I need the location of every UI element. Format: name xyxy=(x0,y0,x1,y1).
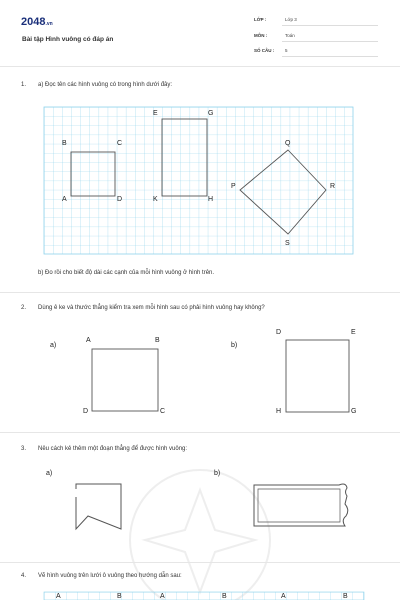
meta-value-grade: Lớp 3 xyxy=(285,17,297,22)
q2-label-g: G xyxy=(351,408,357,415)
q2-number: 2. xyxy=(21,305,27,311)
q3-number: 3. xyxy=(21,446,27,452)
q3-shape-a xyxy=(76,484,121,529)
q1-subtext: b) Đo rồi cho biết độ dài các cạnh của mỗi hình vuông ở hình trên. xyxy=(38,270,215,276)
q1-label-p: P xyxy=(231,183,236,190)
q1-label-b: B xyxy=(62,140,67,147)
q1-label-e: E xyxy=(153,110,158,117)
q1-grid xyxy=(44,107,353,254)
q4-label: B xyxy=(117,593,122,600)
meta-key-grade: LỚP : xyxy=(254,17,267,22)
q1-number: 1. xyxy=(21,82,27,88)
q3-shape-b-inner xyxy=(258,489,340,522)
q4-label: B xyxy=(222,593,227,600)
q1-label-a: A xyxy=(62,196,67,203)
q2-label-e: E xyxy=(351,329,356,336)
q3-shape-b xyxy=(254,484,348,526)
page-title: Bài tập Hình vuông có đáp án xyxy=(22,36,114,43)
q2-shape-dehg xyxy=(286,340,349,412)
watermark-star xyxy=(130,470,270,600)
q3-part-b: b) xyxy=(214,470,221,477)
q1-label-c: C xyxy=(117,140,123,147)
q1-label-s: S xyxy=(285,240,290,247)
q2-label-c: C xyxy=(160,408,166,415)
q3-part-a: a) xyxy=(46,470,53,477)
q4-text: Vẽ hình vuông trên lưới ô vuông theo hướng dẫn sau: xyxy=(38,573,182,579)
meta-value-subject: Toán xyxy=(285,33,295,38)
q1-label-d: D xyxy=(117,196,123,203)
section-divider xyxy=(0,292,400,293)
q1-label-r: R xyxy=(330,183,336,190)
q2-label-d: D xyxy=(83,408,89,415)
meta-key-count: SỐ CÂU : xyxy=(254,48,275,53)
q1-label-k: K xyxy=(153,196,158,203)
q4-grid xyxy=(44,592,364,600)
q2-label-d2: D xyxy=(276,329,282,336)
q4-label: A xyxy=(281,593,286,600)
section-divider xyxy=(0,432,400,433)
q2-label-b: B xyxy=(155,337,160,344)
q2-shape-abcd xyxy=(92,349,158,411)
q2-part-a: a) xyxy=(50,342,57,349)
q1-text: a) Đọc tên các hình vuông có trong hình dưới đây: xyxy=(38,82,173,88)
q4-label: A xyxy=(160,593,165,600)
logo-suffix: .vn xyxy=(45,21,53,27)
section-divider xyxy=(0,562,400,563)
q4-number: 4. xyxy=(21,573,27,579)
q4-label: A xyxy=(56,593,61,600)
meta-key-subject: MÔN : xyxy=(254,33,268,38)
logo-text: 2048 xyxy=(21,16,46,28)
q2-part-b: b) xyxy=(231,342,238,349)
q1-label-g: G xyxy=(208,110,214,117)
q2-text: Dùng ê ke và thước thẳng kiểm tra xem mỗi hình sau có phải hình vuông hay không? xyxy=(38,305,265,311)
q4-label: B xyxy=(343,593,348,600)
q1-label-h: H xyxy=(208,196,214,203)
q1-label-q: Q xyxy=(285,140,291,147)
q2-label-h: H xyxy=(276,408,282,415)
meta-value-count: 5 xyxy=(285,48,288,53)
q2-label-a: A xyxy=(86,337,91,344)
q3-text: Nêu cách kẻ thêm một đoạn thẳng để được hình vuông: xyxy=(38,446,188,452)
